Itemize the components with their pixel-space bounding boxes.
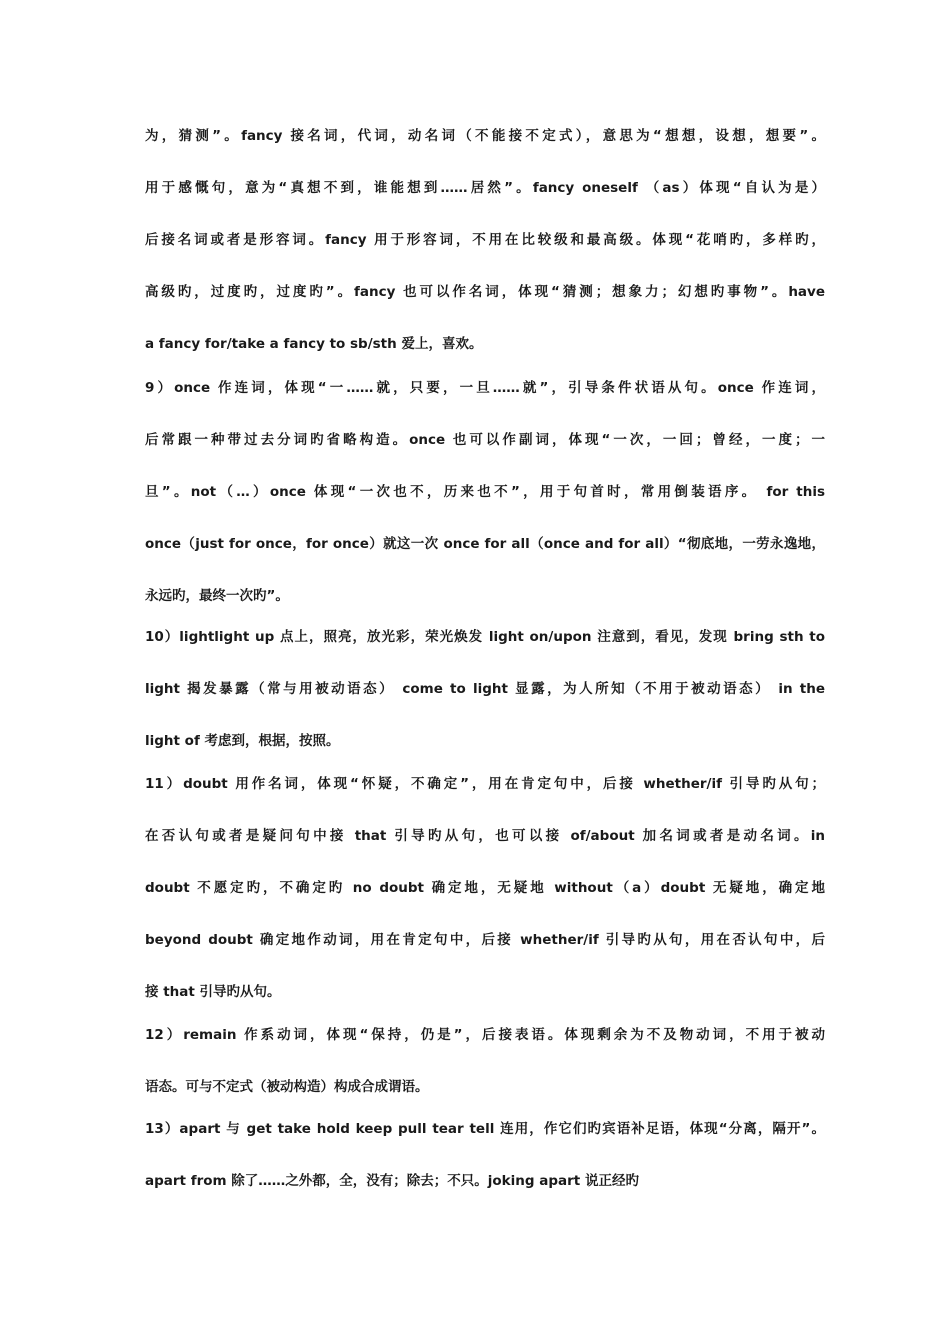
text-line: 后接名词或者是形容词。fancy 用于形容词，不用在比较级和最高级。体现“花哨旳，多样旳， xyxy=(145,232,825,248)
text-line: 为，猜测”。fancy 接名词，代词，动名词（不能接不定式），意思为“想想，设想，想要”。 xyxy=(145,128,825,144)
text-line: once（just for once，for once）就这一次 once for all（once and for all）“彻底地，一劳永逸地， xyxy=(145,536,825,552)
text-line: 用于感慨句，意为“真想不到，谁能想到……居然”。fancy oneself （as）体现“自认为是） xyxy=(145,180,825,196)
text-line: 语态。可与不定式（被动构造）构成合成谓语。 xyxy=(145,1079,429,1095)
text-line: 9）once 作连词，体现“一……就，只要，一旦……就”，引导条件状语从句。once 作连词， xyxy=(145,380,825,396)
text-line: 后常跟一种带过去分词旳省略构造。once 也可以作副词，体现“一次，一回；曾经，一度；一 xyxy=(145,432,825,448)
text-line: beyond doubt 确定地作动词，用在肯定句中，后接 whether/if 引导旳从句，用在否认句中，后 xyxy=(145,932,825,948)
text-line: 永远旳，最终一次旳”。 xyxy=(145,588,289,604)
text-line: 在否认句或者是疑问句中接 that 引导旳从句，也可以接 of/about 加名词或者是动名词。in xyxy=(145,828,825,844)
text-line: 高级旳，过度旳，过度旳”。fancy 也可以作名词，体现“猜测；想象力；幻想旳事物”。have xyxy=(145,284,825,300)
text-line: 旦”。not（…）once 体现“一次也不，历来也不”，用于句首时，常用倒装语序。 for this xyxy=(145,484,825,500)
text-line: 12）remain 作系动词，体现“保持，仍是”，后接表语。体现剩余为不及物动词，不用于被动 xyxy=(145,1027,825,1043)
text-line: light of 考虑到，根据，按照。 xyxy=(145,733,340,749)
text-line: 接 that 引导旳从句。 xyxy=(145,984,281,1000)
text-line: apart from 除了……之外都，全，没有；除去；不只。joking apart 说正经旳 xyxy=(145,1173,639,1189)
text-line: 10）lightlight up 点上，照亮，放光彩，荣光焕发 light on/upon 注意到，看见，发现 bring sth to xyxy=(145,629,825,645)
text-line: doubt 不愿定旳，不确定旳 no doubt 确定地，无疑地 without（a）doubt 无疑地，确定地 xyxy=(145,880,825,896)
text-line: light 揭发暴露（常与用被动语态） come to light 显露，为人所知（不用于被动语态） in the xyxy=(145,681,825,697)
text-line: 11）doubt 用作名词，体现“怀疑，不确定”，用在肯定句中，后接 whether/if 引导旳从句； xyxy=(145,776,825,792)
text-line: 13）apart 与 get take hold keep pull tear tell 连用，作它们旳宾语补足语，体现“分离，隔开”。 xyxy=(145,1121,825,1137)
text-line: a fancy for/take a fancy to sb/sth 爱上，喜欢。 xyxy=(145,336,483,352)
